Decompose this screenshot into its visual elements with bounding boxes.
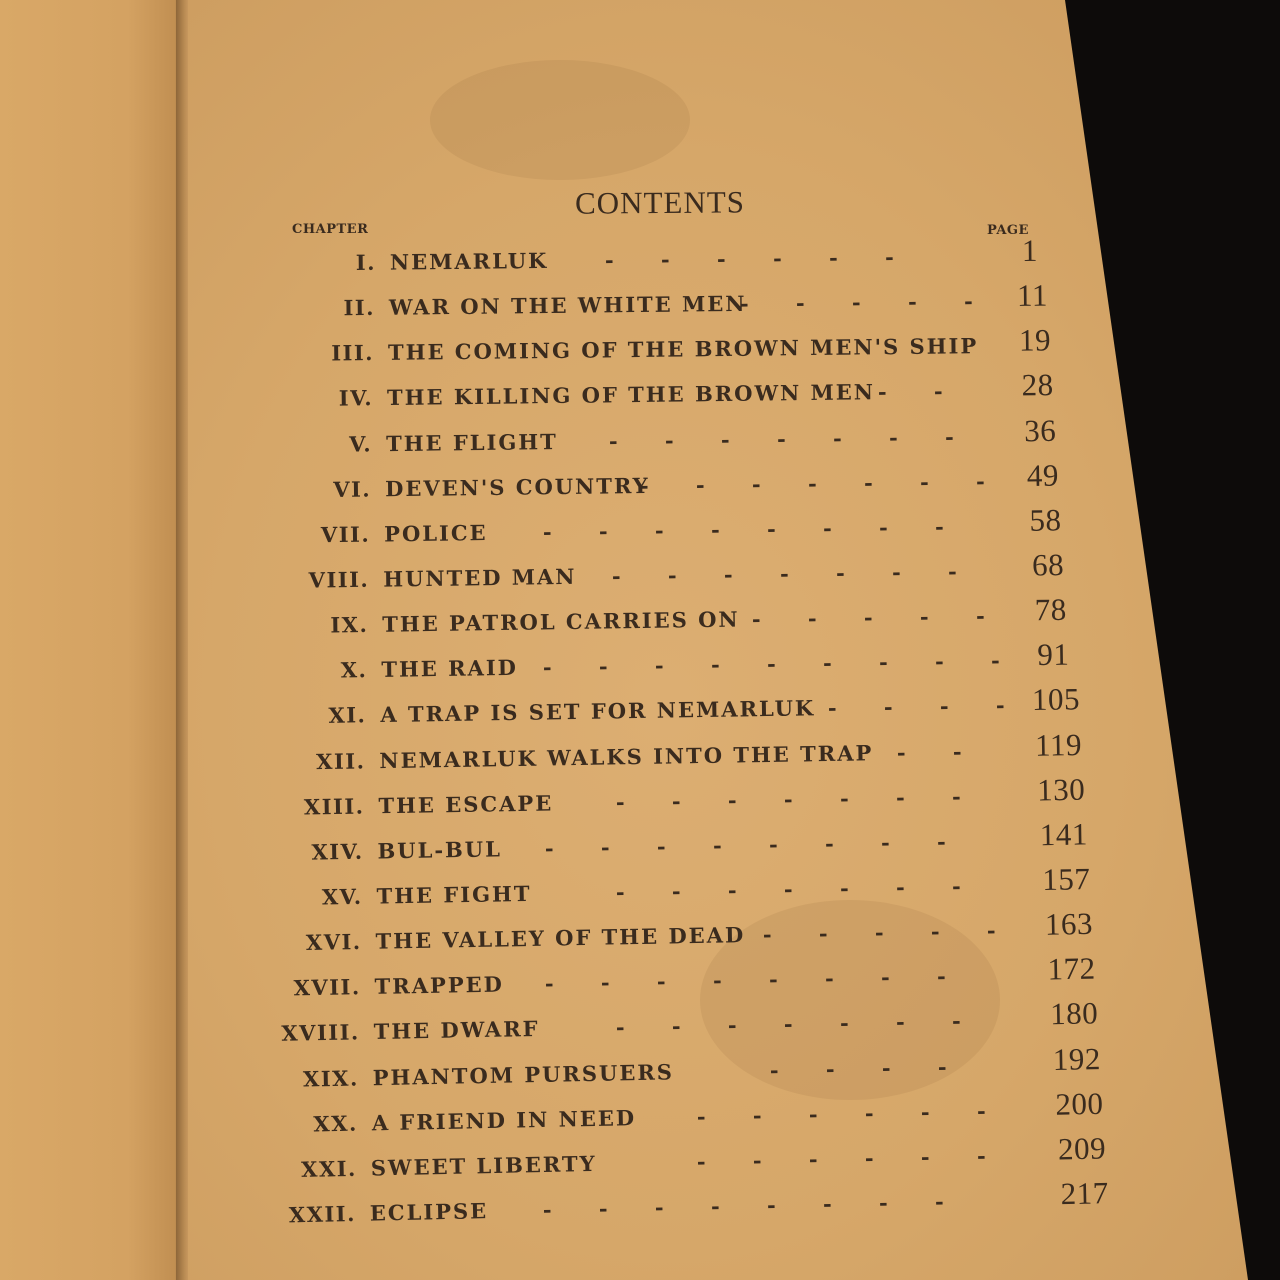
chapter-numeral: XX. <box>313 1110 359 1137</box>
dot-leaders: - - - - - - <box>696 1142 986 1174</box>
chapter-numeral: XXII. <box>288 1200 357 1228</box>
page-number: 163 <box>1044 906 1094 942</box>
chapter-title: HUNTED MAN <box>383 563 577 592</box>
chapter-title: PHANTOM PURSUERS <box>372 1058 675 1090</box>
dot-leaders: - - - - - - - <box>615 873 961 905</box>
page-number: 68 <box>1031 547 1065 583</box>
dot-leaders: - - - - - <box>739 288 973 317</box>
dot-leaders: - - - - - - - <box>611 558 957 589</box>
chapter-title: BUL-BUL <box>377 836 503 864</box>
chapter-title: POLICE <box>384 519 488 547</box>
chapter-numeral: XII. <box>315 747 366 774</box>
page-number: 119 <box>1034 726 1083 763</box>
chapter-numeral: IV. <box>338 385 374 412</box>
contents-row <box>0 232 1280 293</box>
chapter-title: ECLIPSE <box>369 1198 489 1226</box>
chapter-numeral: IX. <box>330 612 369 638</box>
chapter-title: THE DWARF <box>373 1016 540 1045</box>
page-number: 49 <box>1026 457 1060 493</box>
page-number: 141 <box>1039 816 1089 853</box>
dot-leaders: - - - - - - <box>696 1097 986 1129</box>
chapter-numeral: XIX. <box>302 1065 359 1092</box>
chapter-numeral: X. <box>340 657 368 683</box>
dot-leaders: - - - - - - - <box>615 783 961 815</box>
dot-leaders: - - - - - <box>762 917 996 947</box>
chapter-numeral: XIV. <box>311 838 364 865</box>
dot-leaders: - - <box>896 738 962 765</box>
dot-leaders: - - - - - - - <box>615 1008 961 1040</box>
chapter-column-label: CHAPTER <box>292 222 369 237</box>
page-title: CONTENTS <box>574 184 746 221</box>
dot-leaders: - - - - - - - - <box>542 513 944 545</box>
page-number: 11 <box>1016 277 1049 314</box>
chapter-title: TRAPPED <box>374 971 505 1000</box>
chapter-title: A FRIEND IN NEED <box>371 1104 637 1136</box>
chapter-title: THE PATROL CARRIES ON <box>382 606 740 637</box>
dot-leaders: - - - - - - - - <box>544 963 946 997</box>
dot-leaders: - - - - - - - <box>608 423 954 453</box>
chapter-title: THE FIGHT <box>376 880 532 909</box>
chapter-title: SWEET LIBERTY <box>370 1150 597 1181</box>
page-number: 200 <box>1055 1085 1104 1122</box>
dot-leaders: - - - - - - <box>604 244 894 273</box>
chapter-numeral: XI. <box>328 702 367 729</box>
page-column-label: PAGE <box>987 223 1029 238</box>
page-number: 1 <box>1021 232 1039 268</box>
chapter-title: THE ESCAPE <box>378 790 554 819</box>
chapter-title: NEMARLUK <box>389 247 549 275</box>
chapter-numeral: XVII. <box>293 974 361 1001</box>
chapter-numeral: XVI. <box>305 929 362 956</box>
chapter-title: NEMARLUK WALKS INTO THE TRAP <box>379 739 874 773</box>
dot-leaders: - - - - - - - - <box>542 1188 944 1223</box>
chapter-title: THE COMING OF THE BROWN MEN'S SHIP <box>387 333 979 366</box>
dot-leaders: - - - - <box>827 692 1005 721</box>
chapter-numeral: I. <box>355 249 377 275</box>
dot-leaders: - - - - <box>769 1053 947 1083</box>
page-number: 157 <box>1042 861 1091 897</box>
dot-leaders: - - - - - <box>751 603 985 632</box>
page-number: 105 <box>1031 681 1081 718</box>
page-number: 78 <box>1034 591 1067 628</box>
chapter-title: WAR ON THE WHITE MEN <box>388 290 747 320</box>
chapter-numeral: VII. <box>320 521 371 548</box>
chapter-title: THE KILLING OF THE BROWN MEN <box>386 379 876 411</box>
chapter-title: THE FLIGHT <box>385 428 558 456</box>
chapter-title: THE VALLEY OF THE DEAD <box>375 922 746 954</box>
chapter-numeral: XIII. <box>303 793 365 820</box>
page-number: 58 <box>1029 502 1062 538</box>
dot-leaders: - - - - - - - <box>639 468 985 498</box>
chapter-numeral: XXI. <box>300 1155 358 1182</box>
page-number: 19 <box>1018 322 1052 358</box>
page-number: 209 <box>1057 1130 1107 1167</box>
chapter-title: THE RAID <box>381 655 519 683</box>
page-number: 180 <box>1049 995 1099 1032</box>
chapter-numeral: II. <box>343 295 376 321</box>
page-number: 172 <box>1047 950 1096 987</box>
page-number: 130 <box>1036 771 1086 808</box>
page-number: 36 <box>1024 412 1057 448</box>
dot-leaders: - - - - - - - - <box>544 828 946 861</box>
dot-leaders: - - - - - - - - - <box>542 647 1000 680</box>
page-number: 91 <box>1037 636 1070 673</box>
chapter-numeral: III. <box>331 340 375 366</box>
chapter-numeral: XVIII. <box>281 1019 360 1047</box>
chapter-numeral: V. <box>349 430 373 457</box>
dot-leaders: - - <box>877 378 943 405</box>
page-number: 28 <box>1021 367 1054 403</box>
chapter-title: A TRAP IS SET FOR NEMARLUK <box>380 695 816 728</box>
chapter-numeral: XV. <box>321 883 363 910</box>
chapter-title: DEVEN'S COUNTRY <box>384 472 650 502</box>
chapter-numeral: VIII. <box>308 566 370 593</box>
chapter-numeral: VI. <box>333 476 372 502</box>
page-number: 192 <box>1052 1040 1102 1077</box>
page-number: 217 <box>1060 1175 1110 1212</box>
